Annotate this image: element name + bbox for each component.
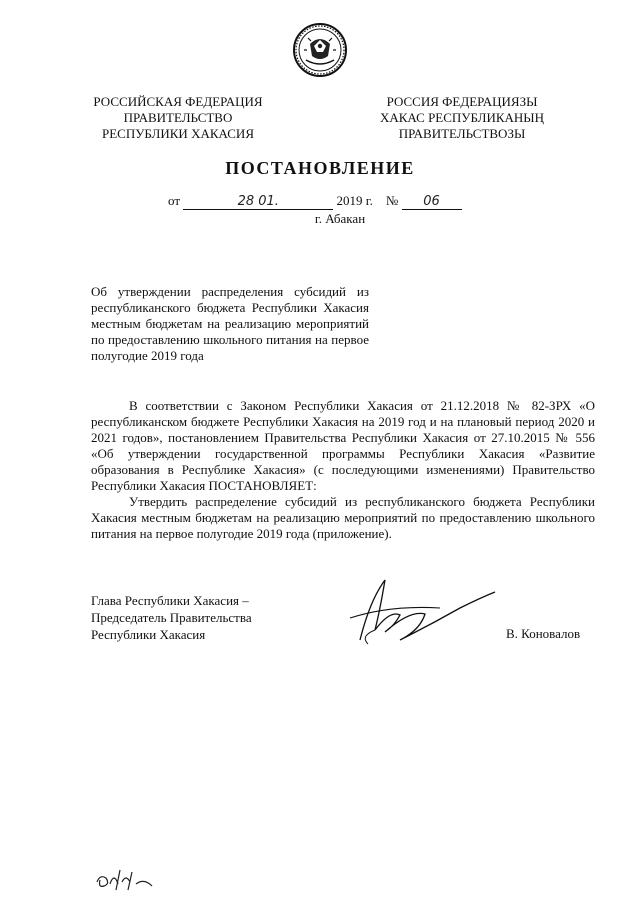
header-left-line-1: РОССИЙСКАЯ ФЕДЕРАЦИЯ — [93, 94, 263, 109]
header-right-line-2: ХАКАС РЕСПУБЛИКАНЫҢ — [379, 110, 545, 125]
body-paragraph-2: Утвердить распределение субсидий из республиканского бюджета Республики Хакасия местным бюджетам на реализацию мероприятий по предоставлению школьного питания на первое полугодие 2019 года (приложение). — [91, 494, 595, 541]
coat-of-arms-emblem — [292, 22, 348, 78]
header-right — [372, 94, 552, 142]
city-label: г. Абакан — [314, 211, 366, 226]
header-right-line-1: РОССИЯ ФЕДЕРАЦИЯЗЫ — [386, 94, 538, 109]
number-handwritten: 06 — [402, 194, 462, 210]
from-label: от — [168, 193, 181, 208]
document-title: ПОСТАНОВЛЕНИЕ — [225, 158, 415, 178]
header-right-line-3: ПРАВИТЕЛЬСТВОЗЫ — [398, 126, 526, 141]
signatory-position-line-2: Председатель Правительства — [91, 610, 252, 625]
body-text — [91, 398, 595, 542]
number-label: № — [385, 193, 399, 208]
subject-text: Об утверждении распределения субсидий из республиканского бюджета Республики Хакасия местным бюджетам на реализацию мероприятий по предоставлению школьного питания на первое полугодие 2019 года — [91, 284, 369, 363]
date-number-line — [168, 193, 462, 210]
signatory-position-line-3: Республики Хакасия — [91, 627, 206, 642]
header-left-line-3: РЕСПУБЛИКИ ХАКАСИЯ — [101, 126, 254, 141]
body-paragraph-1: В соответствии с Законом Республики Хакасия от 21.12.2018 № 82-ЗРХ «О республиканском бюджете Республики Хакасия на 2019 год и на плановый период 2020 и 2021 годов», постановлением Правительства Республики Хакасия от 27.10.2015 № 556 «Об утверждении государственной программы Республики Хакасия «Развитие образования в Республике Хакасия» (с последующими изменениями) Правительство Республики Хакасия ПОСТАНОВЛЯЕТ: — [91, 398, 595, 493]
year-label: 2019 г. — [336, 193, 373, 208]
header-left-line-2: ПРАВИТЕЛЬСТВО — [123, 110, 233, 125]
handwritten-signature — [330, 570, 500, 650]
header-left — [88, 94, 268, 142]
signatory-position-line-1: Глава Республики Хакасия – — [91, 593, 249, 608]
date-handwritten: 28 01. — [183, 194, 333, 210]
signatory-position — [91, 592, 252, 643]
signer-name: В. Коновалов — [506, 626, 581, 641]
handwritten-mark — [92, 864, 162, 894]
